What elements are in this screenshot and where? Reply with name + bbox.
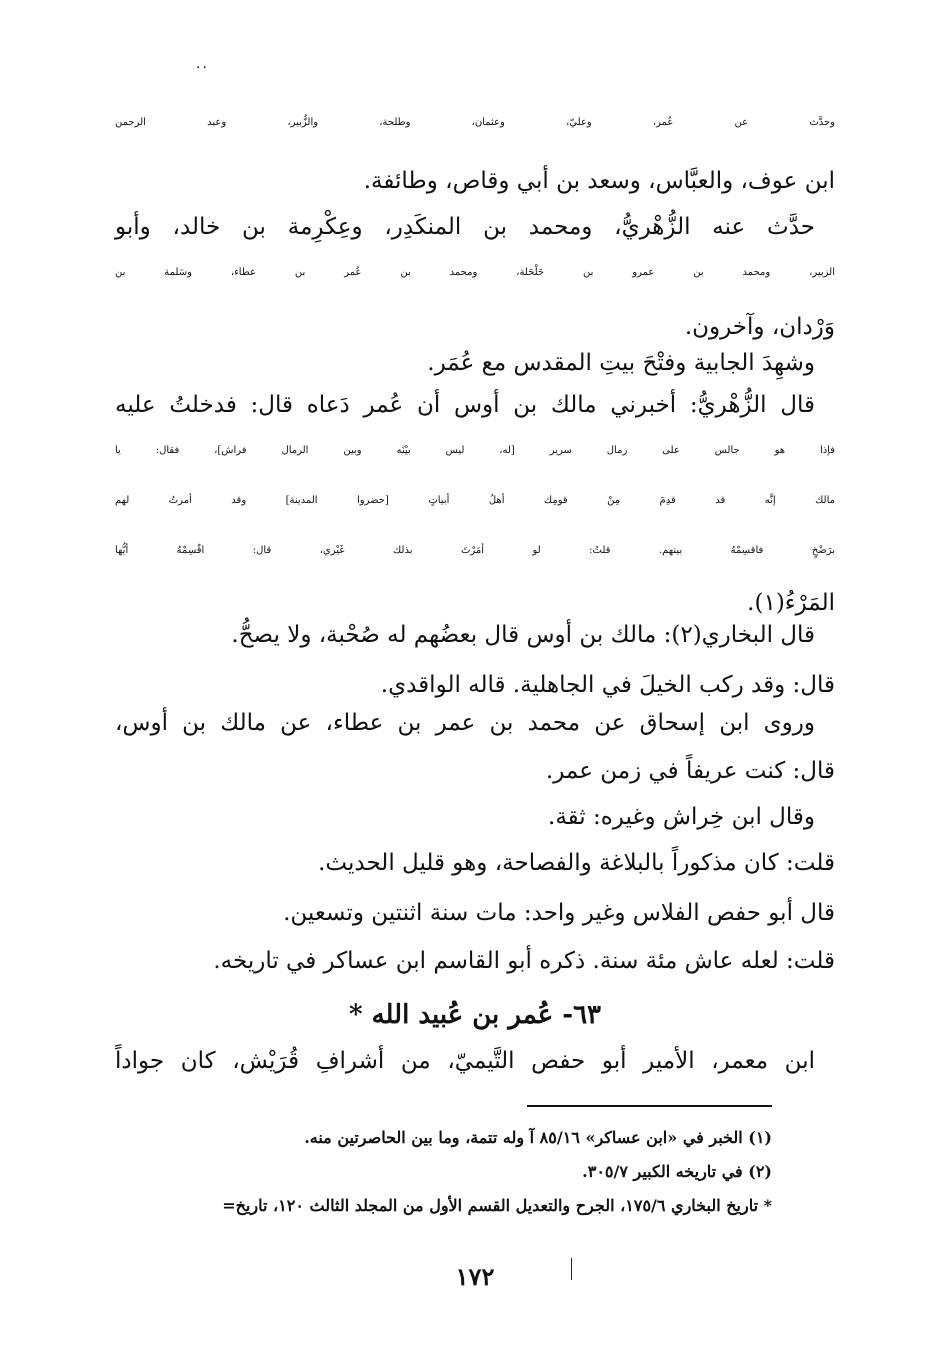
footnote: * تاريخ البخاري ١٧٥/٦، الجرح والتعديل القسم الأول من المجلد الثالث ١٢٠، تاريخ= [222,1196,772,1215]
body-line: قال البخاري(٢): مالك بن أوس قال بعضُهم له صُحْبة، ولا يصحُّ. [231,622,815,648]
footnote-divider [527,1105,772,1107]
page-number: ١٧٢ [455,1262,495,1291]
body-line: الزبير، ومحمد بن عمرو بن حَلْحَلة، ومحمد بن عُمر بن عطاء، وسَلمة بن [115,267,835,278]
entry-heading: ٦٣- عُمر بن عُبيد الله * [348,1000,602,1030]
body-line: ابن عوف، والعبَّاس، وسعد بن أبي وقاص، وطائفة. [363,168,835,194]
body-line: قلت: لعله عاش مئة سنة. ذكره أبو القاسم ابن عساكر في تاريخه. [213,948,835,974]
footnote: (١) الخبر في «ابن عساكر» ٨٥/١٦ آ وله تتمة، وما بين الحاصرتين منه. [304,1128,772,1147]
body-line: قلت: كان مذكوراً بالبلاغة والفصاحة، وهو قليل الحديث. [318,850,835,876]
body-line: المَرْءُ(١). [747,590,835,616]
body-line: وحدَّث عن عُمر، وعليّ، وعثمان، وطلحة، والزُّبير، وعبد الرحمن [115,117,835,128]
body-line: فإذا هو جالس على رمال سرير [له، ليس بيْنَه وبين الرمال فراش]، فقال: يا [115,445,835,456]
header-marks: .. [196,56,209,72]
body-line: حدَّث عنه الزُّهْريُّ، ومحمد بن المنكَدِر، وعِكْرِمة بن خالد، وأبو [115,214,815,240]
body-line: وقال ابن خِراش وغيره: ثقة. [548,804,815,830]
body-line: برَضْخٍ فاقسِمْهُ بينهم. قلتُ: لو أمَرْتَ بذلك غَيْري، قال: اقْسِمْهُ أيُّها [115,545,835,556]
body-line: قال الزُّهْريُّ: أخبرني مالك بن أوس أن عُمر دَعاه قال: فدخلتُ عليه [115,392,815,418]
entry-first-line: ابن معمر، الأمير أبو حفص التَّيميّ، من أشرافِ قُرَيْش، كان جواداً [115,1048,815,1074]
body-line: مالك إنَّه قد قدِمَ مِنْ قومِك أهلُ أبياتٍ [حضروا المدينة] وقد أمرتُ لهم [115,495,835,506]
body-line: قال: وقد ركب الخيلَ في الجاهلية. قاله الواقدي. [380,672,835,698]
body-line: وروى ابن إسحاق عن محمد بن عمر بن عطاء، عن مالك بن أوس، [115,710,815,736]
scan-mark [571,1258,572,1280]
body-line: وَرْدان، وآخرون. [684,314,835,340]
footnote: (٢) في تاريخه الكبير ٣٠٥/٧. [582,1162,772,1181]
body-line: قال: كنت عريفاً في زمن عمر. [545,758,835,784]
body-line: قال أبو حفص الفلاس وغير واحد: مات سنة اثنتين وتسعين. [283,900,835,926]
body-line: وشهِدَ الجابية وفتْحَ بيتِ المقدس مع عُمَر. [427,350,815,376]
